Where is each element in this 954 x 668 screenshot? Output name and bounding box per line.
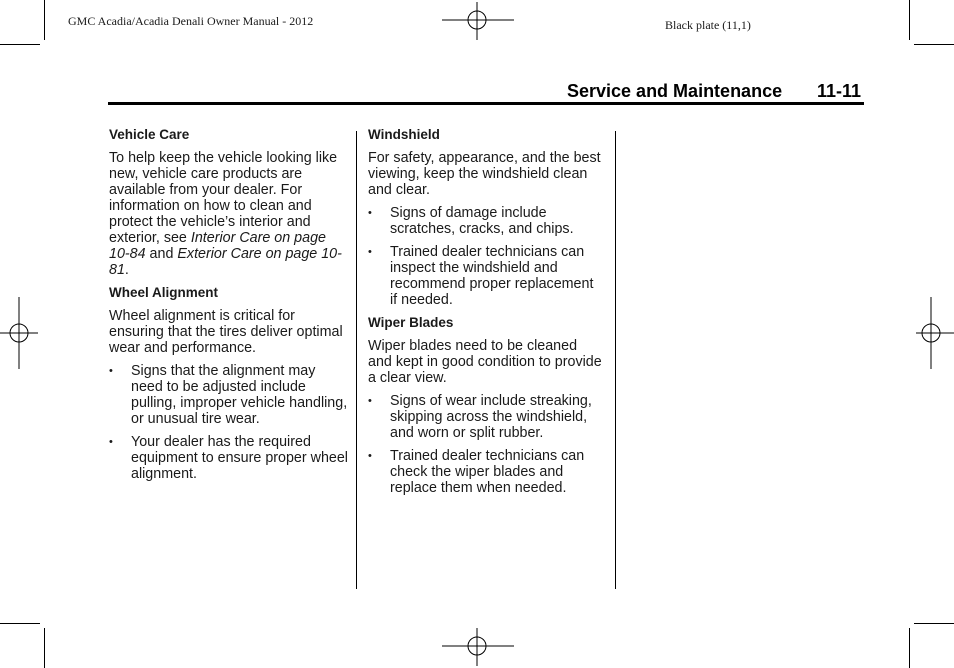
crop-mark xyxy=(909,628,910,668)
plate-label: Black plate (11,1) xyxy=(665,18,751,32)
registration-mark-left xyxy=(0,297,40,369)
list-item-text: Signs of wear include streaking, skipping across the windshield, and worn or split rubber. xyxy=(390,393,592,441)
registration-mark-right xyxy=(914,297,954,369)
period: . xyxy=(124,262,129,278)
crop-mark xyxy=(914,44,954,45)
list-item xyxy=(368,393,603,441)
wiper-blades-list xyxy=(368,393,603,496)
crop-mark xyxy=(44,628,45,668)
column-2 xyxy=(368,127,603,503)
wiper-blades-text: Wiper blades need to be cleaned and kept in good condition to provide a clear view. xyxy=(368,338,602,386)
vehicle-care-body: To help keep the vehicle looking like new, vehicle care products are available from your dealer. For information on how to clean and protect the vehicle’s interior and exterior, see xyxy=(109,150,338,246)
column-divider xyxy=(615,131,616,589)
list-item xyxy=(368,448,603,496)
crop-mark xyxy=(914,623,954,624)
wiper-blades-heading: Wiper Blades xyxy=(368,315,454,330)
column-1 xyxy=(109,127,349,489)
windshield-text: For safety, appearance, and the best viewing, keep the windshield clean and clear. xyxy=(368,150,601,198)
list-item-text: Signs of damage include scratches, cracks, and chips. xyxy=(390,205,574,237)
registration-mark-top xyxy=(442,0,514,40)
wheel-alignment-text: Wheel alignment is critical for ensuring that the tires deliver optimal wear and performance. xyxy=(109,308,343,356)
bullet-icon: • xyxy=(368,246,372,258)
conjunction: and xyxy=(145,246,178,262)
bullet-icon: • xyxy=(109,365,113,377)
registration-mark-bottom xyxy=(442,628,514,668)
bullet-icon: • xyxy=(368,450,372,462)
wheel-alignment-heading: Wheel Alignment xyxy=(109,285,219,300)
vehicle-care-text xyxy=(109,150,349,278)
column-divider xyxy=(356,131,357,589)
list-item-text: Signs that the alignment may need to be adjusted include pulling, improper vehicle handling, or unusual tire wear. xyxy=(131,363,348,427)
exterior-care-reference[interactable]: Exterior Care on page 10-81 xyxy=(109,246,342,278)
list-item-text: Trained dealer technicians can check the wiper blades and replace them when needed. xyxy=(390,448,585,496)
crop-mark xyxy=(0,623,40,624)
list-item xyxy=(109,434,349,482)
bullet-icon: • xyxy=(368,395,372,407)
windshield-heading: Windshield xyxy=(368,127,440,142)
section-title: Service and Maintenance xyxy=(567,81,783,101)
list-item xyxy=(368,205,603,237)
windshield-list xyxy=(368,205,603,308)
header-rule xyxy=(108,102,864,105)
list-item-text: Trained dealer technicians can inspect the windshield and recommend proper replacement if needed. xyxy=(390,244,594,308)
manual-title: GMC Acadia/Acadia Denali Owner Manual - 2012 xyxy=(68,14,314,28)
list-item xyxy=(368,244,603,308)
interior-care-reference[interactable]: Interior Care on page 10-84 xyxy=(109,230,326,262)
crop-mark xyxy=(44,0,45,40)
crop-mark xyxy=(0,44,40,45)
list-item-text: Your dealer has the required equipment to ensure proper wheel alignment. xyxy=(131,434,348,482)
bullet-icon: • xyxy=(109,436,113,448)
list-item xyxy=(109,363,349,427)
wheel-alignment-list xyxy=(109,363,349,482)
bullet-icon: • xyxy=(368,207,372,219)
vehicle-care-heading: Vehicle Care xyxy=(109,127,190,142)
page-number: 11-11 xyxy=(817,81,862,101)
crop-mark xyxy=(909,0,910,40)
